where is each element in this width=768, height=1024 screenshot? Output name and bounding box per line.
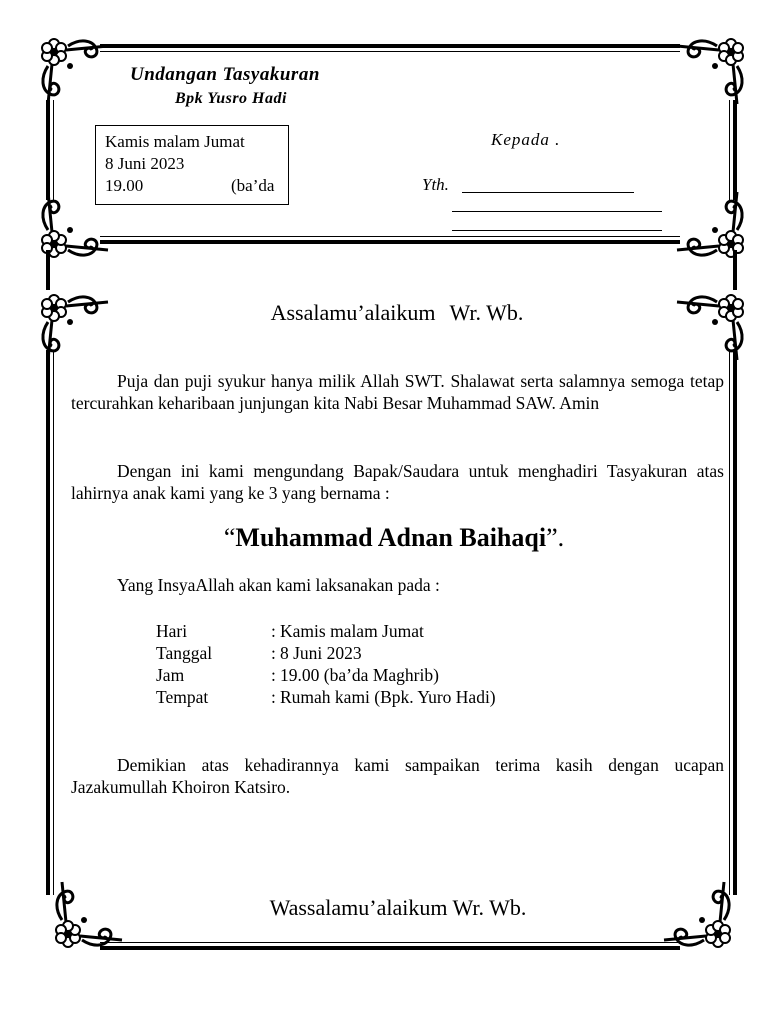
main-frame-bottom-border — [100, 946, 680, 950]
paragraph-closing — [71, 754, 724, 798]
paragraph-praise-text: Puja dan puji syukur hanya milik Allah SWT. Shalawat serta salamnya semoga tetap tercurahkan keharibaan junjungan kita Nabi Besar Muhammad SAW. Amin — [71, 371, 724, 413]
paragraph-invitation — [71, 460, 724, 504]
top-frame-top-border — [100, 44, 680, 48]
top-frame-top-inner-border — [100, 51, 680, 52]
top-frame-left-border — [46, 100, 50, 200]
detail-row-place — [156, 686, 496, 708]
top-frame-bottom-inner-border — [100, 236, 680, 237]
paragraph-closing-text: Demikian atas kehadirannya kami sampaikan terima kasih dengan ucapan Jazakumullah Khoiron Katsiro. — [71, 755, 724, 797]
ornament-corner-top-right-1 — [673, 36, 747, 106]
main-frame-left-inner-border — [53, 350, 54, 895]
paragraph-praise — [71, 370, 724, 414]
detail-row-time — [156, 664, 439, 686]
recipient-label: Kepada . — [491, 130, 561, 149]
recipient-line-1 — [462, 192, 634, 193]
detail-colon: : — [271, 621, 276, 641]
detail-colon: : — [271, 643, 276, 663]
main-frame-right-border — [733, 350, 737, 895]
opening-greeting-text: Assalamu’alaikum — [270, 300, 436, 325]
detail-row-day — [156, 620, 424, 642]
summary-date: 8 Juni 2023 — [105, 154, 185, 173]
child-name-line — [0, 523, 768, 553]
detail-value: Rumah kami (Bpk. Yuro Hadi) — [280, 687, 496, 707]
summary-time-note: (ba’da — [231, 176, 275, 195]
invitation-title: Undangan Tasyakuran — [130, 64, 320, 85]
child-name: Muhammad Adnan Baihaqi — [235, 523, 547, 552]
main-frame-left-border — [46, 350, 50, 895]
detail-value: Kamis malam Jumat — [280, 621, 424, 641]
opening-greeting — [0, 300, 768, 326]
yth-label: Yth. — [422, 175, 449, 194]
top-frame-right-border — [733, 100, 737, 200]
host-name: Bpk Yusro Hadi — [175, 90, 287, 107]
main-frame-bottom-inner-border — [100, 942, 680, 943]
main-frame-right-inner-border — [729, 350, 730, 895]
detail-label: Hari — [156, 621, 188, 641]
paragraph-invitation-text: Dengan ini kami mengundang Bapak/Saudara untuk menghadiri Tasyakuran atas lahirnya anak kami yang ke 3 yang bernama : — [71, 461, 724, 503]
detail-value: 19.00 (ba’da Maghrib) — [280, 665, 439, 685]
detail-label: Tempat — [156, 687, 209, 707]
opening-greeting-suffix: Wr. Wb. — [449, 300, 524, 325]
detail-colon: : — [271, 687, 276, 707]
detail-label: Tanggal — [156, 643, 213, 663]
open-quote: “ — [223, 523, 236, 552]
detail-value: 8 Juni 2023 — [280, 643, 362, 663]
top-frame-bottom-border — [100, 240, 680, 244]
left-connector-border — [46, 250, 50, 290]
detail-row-date — [156, 642, 362, 664]
top-frame-right-inner-border — [729, 100, 730, 200]
detail-colon: : — [271, 665, 276, 685]
top-frame-left-inner-border — [53, 100, 54, 200]
summary-time: 19.00 — [105, 176, 144, 195]
detail-label: Jam — [156, 665, 185, 685]
close-quote: ”. — [546, 523, 565, 552]
summary-day: Kamis malam Jumat — [105, 132, 245, 151]
right-connector-border — [733, 250, 737, 290]
details-intro: Yang InsyaAllah akan kami laksanakan pada : — [117, 575, 440, 595]
recipient-line-3 — [452, 230, 662, 231]
summary-time-row — [105, 175, 288, 197]
ornament-corner-top-left-1 — [38, 36, 112, 106]
event-summary-box — [95, 125, 289, 205]
recipient-line-2 — [452, 211, 662, 212]
closing-greeting: Wassalamu’alaikum Wr. Wb. — [269, 895, 527, 920]
